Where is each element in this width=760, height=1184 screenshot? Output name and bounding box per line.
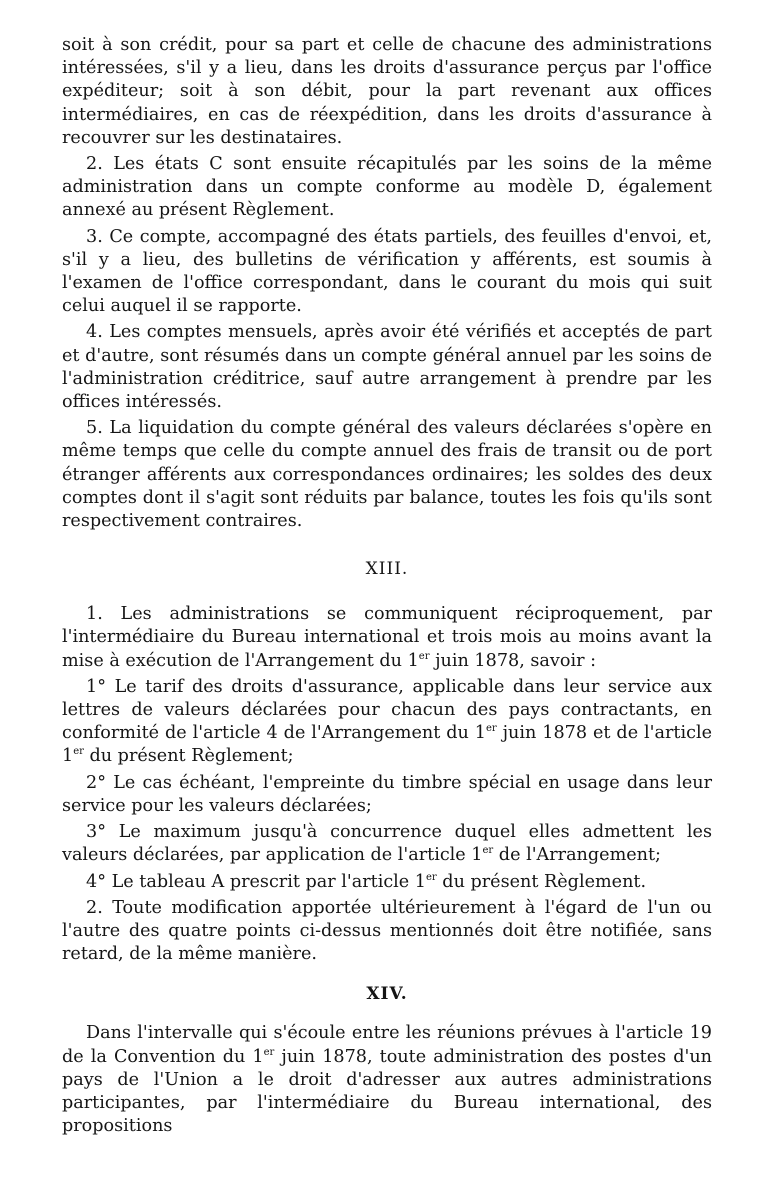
text-run: du présent Règlement;: [83, 746, 294, 767]
text-run: Dans l'intervalle qui s'écoule entre les réunions prévues à l'article 19 de la Convention du 1: [62, 1023, 712, 1067]
text-run: juin 1878, toute administration des postes d'un pays de l'Union a le droit d'adresser aux autres administrations participantes, par l'intermédiaire du Bureau international, des propositions: [62, 1046, 712, 1137]
superscript: er: [418, 650, 430, 662]
superscript: er: [263, 1046, 275, 1058]
text-run: 1. Les administrations se communiquent réciproquement, par l'intermédiaire du Bureau international et trois mois au moins avant la mise à exécution de l'Arrangement du 1: [62, 604, 712, 671]
superscript: er: [485, 723, 497, 735]
text-run: 4° Le tableau A prescrit par l'article 1: [86, 871, 427, 892]
section-xiii-item-3: [62, 821, 712, 867]
section-xiii-item-1: [62, 676, 712, 769]
superscript: er: [73, 746, 84, 758]
paragraph-5: 5. La liquidation du compte général des valeurs déclarées s'opère en même temps que celle du compte annuel des frais de transit ou de port étranger afférents aux correspondances ordinaires; les soldes des deux comptes dont il s'agit sont réduits par balance, toutes les fois qu'ils sont respectivement contraires.: [62, 418, 712, 532]
text-run: juin 1878 et de l'article 1: [62, 723, 712, 767]
section-xiv-paragraph-1: [62, 1022, 712, 1138]
paragraph-2: 2. Les états C sont ensuite récapitulés par les soins de la même administration dans un compte conforme au modèle D, également annexé au présent Règlement.: [62, 154, 712, 221]
section-heading-xiv: XIV.: [366, 984, 408, 1005]
section-xiii-item-4: [62, 871, 712, 894]
text-run: 1° Le tarif des droits d'assurance, applicable dans leur service aux lettres de valeurs déclarées pour chacun des pays contractants, en conformité de l'article 4 de l'Arrangement du 1: [62, 676, 712, 744]
paragraph-continued: soit à son crédit, pour sa part et celle de chacune des administrations intéressées, s'il y a lieu, dans les droits d'assurance perçus par l'office expéditeur; soit à son débit, pour la part revenant aux offices intermédiaires, en cas de réexpédition, dans les droits d'assurance à recouvrer sur les destinataires.: [62, 35, 712, 148]
section-xiii-item-2: 2° Le cas échéant, l'empreinte du timbre spécial en usage dans leur service pour les valeurs déclarées;: [62, 772, 712, 816]
paragraph-4: 4. Les comptes mensuels, après avoir été vérifiés et acceptés de part et d'autre, sont résumés dans un compte général annuel par les soins de l'administration créditrice, sauf autre arrangement à prendre par les offices intéressés.: [62, 322, 712, 413]
text-run: 3° Le maximum jusqu'à concurrence duquel elles admettent les valeurs déclarées, par application de l'article 1: [62, 822, 712, 866]
text-run: juin 1878, savoir :: [429, 650, 596, 671]
section-xiii-paragraph-1: [62, 603, 712, 673]
superscript: er: [482, 845, 494, 857]
superscript: er: [426, 871, 437, 883]
text-run: de l'Arrangement;: [493, 845, 661, 866]
section-xiii-paragraph-2: 2. Toute modification apportée ultérieurement à l'égard de l'un ou l'autre des quatre points ci-dessus mentionnés doit être notifiée, sans retard, de la même manière.: [62, 897, 712, 965]
text-run: du présent Règlement.: [436, 871, 647, 892]
section-heading-xiii: XIII.: [365, 559, 409, 580]
paragraph-3: 3. Ce compte, accompagné des états partiels, des feuilles d'envoi, et, s'il y a lieu, des bulletins de vérification y afférents, est soumis à l'examen de l'office correspondant, dans le courant du mois qui suit celui auquel il se rapporte.: [62, 226, 712, 317]
